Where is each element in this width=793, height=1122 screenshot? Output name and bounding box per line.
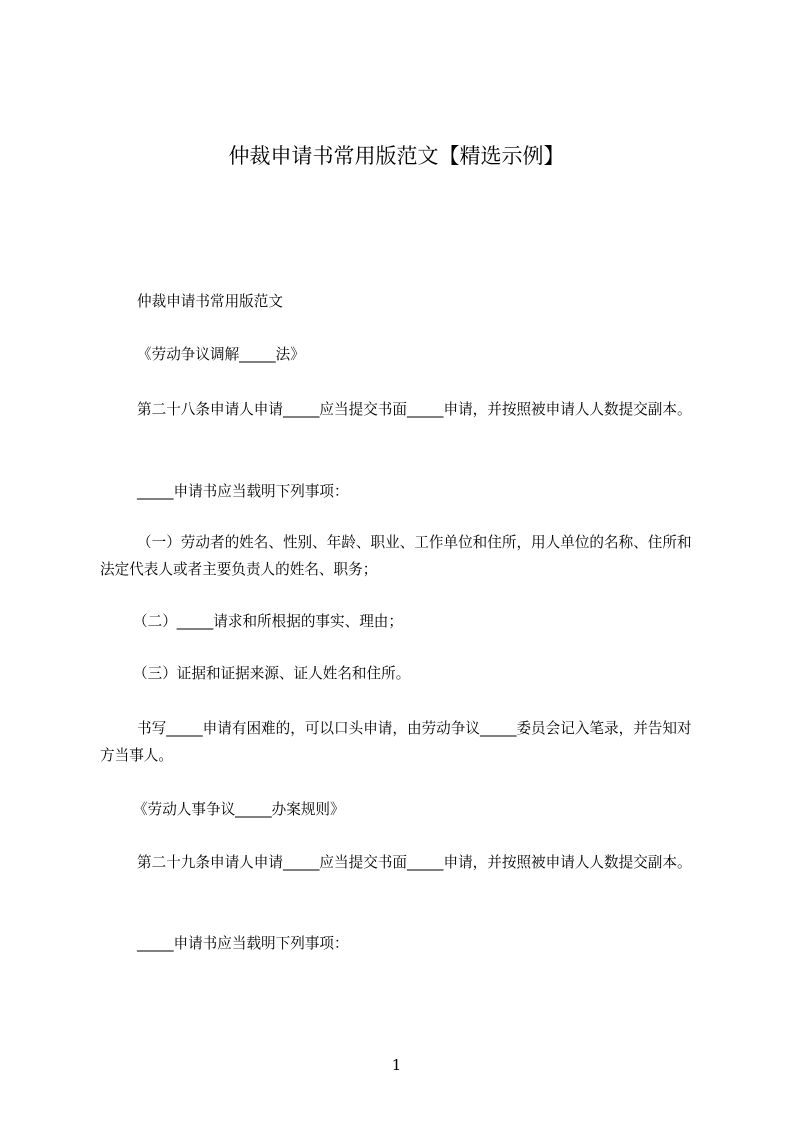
paragraph-law-title: 《劳动争议调解_____法》 bbox=[137, 346, 305, 363]
paragraph-oral-application: 书写_____申请有困难的，可以口头申请，由劳动争议_____委员会记入笔录，并告知对方当事人。 bbox=[100, 720, 692, 764]
paragraph-rules-title: 《劳动人事争议_____办案规则》 bbox=[133, 801, 345, 818]
paragraph-article-28: 第二十八条申请人申请_____应当提交书面_____申请，并按照被申请人人数提交副本。 bbox=[137, 401, 692, 418]
paragraph-items-intro-2: _____申请书应当载明下列事项： bbox=[137, 935, 349, 952]
paragraph-article-29: 第二十九条申请人申请_____应当提交书面_____申请，并按照被申请人人数提交副本。 bbox=[137, 854, 692, 871]
document-title: 仲裁申请书常用版范文【精选示例】 bbox=[228, 144, 565, 168]
paragraph-item-1: （一）劳动者的姓名、性别、年龄、职业、工作单位和住所，用人单位的名称、住所和法定代表人或者主要负责人的姓名、职务； bbox=[100, 534, 692, 578]
paragraph-item-3: （三）证据和证据来源、证人姓名和住所。 bbox=[133, 665, 411, 682]
paragraph-item-2: （二）_____请求和所根据的事实、理由； bbox=[133, 613, 403, 630]
paragraph-items-intro: _____申请书应当载明下列事项： bbox=[137, 483, 349, 500]
paragraph-heading: 仲裁申请书常用版范文 bbox=[137, 293, 283, 310]
page-number: 1 bbox=[391, 1056, 402, 1074]
